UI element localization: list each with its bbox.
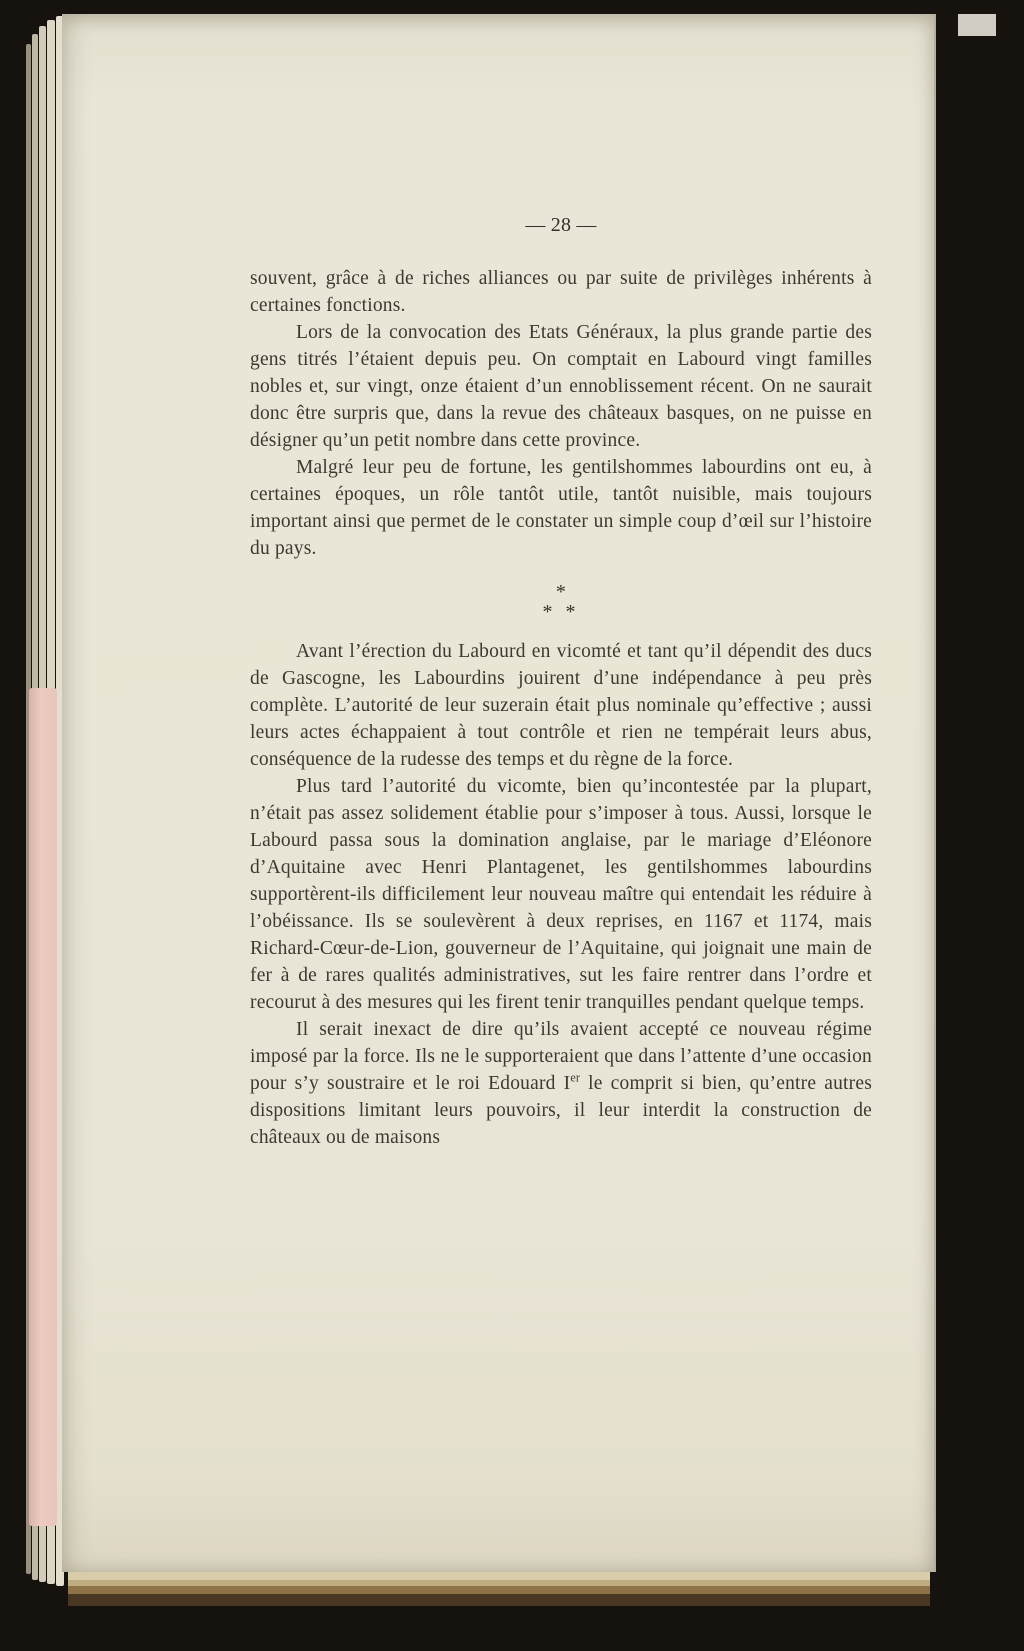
ordinal-superscript: er <box>570 1070 581 1085</box>
underlying-page-edge <box>29 688 57 1526</box>
paragraph-text: Il serait inexact de dire qu’ils avaient accepté ce nouveau régime imposé par la force. Ils ne le supporteraient que dans l’attente d’une occasion pour s’y soustraire et le roi Edouard I <box>250 1019 872 1094</box>
paragraph <box>250 1016 872 1151</box>
paragraph: Plus tard l’autorité du vicomte, bien qu’incontestée par la plupart, n’était pas assez solidement établie pour s’imposer à tous. Aussi, lorsque le Labourd passa sous la domination anglaise, par le mariage d’Eléonore d’Aquitaine avec Henri Plantagenet, les gentilshommes labourdins supportèrent-ils difficilement leur nouveau maître qui entendait les réduire à l’obéissance. Ils se soulevèrent à deux reprises, en 1167 et 1174, mais Richard-Cœur-de-Lion, gouverneur de l’Aquitaine, qui joignait une main de fer à de rares qualités administratives, sut les faire rentrer dans l’ordre et recourut à des mesures qui les firent tenir tranquilles pendant quelque temps. <box>250 776 872 1013</box>
bottom-page-stack-edge <box>68 1586 930 1594</box>
section-separator <box>250 582 872 622</box>
paragraph: Malgré leur peu de fortune, les gentilshommes labourdins ont eu, à certaines époques, un rôle tantôt utile, tantôt nuisible, mais toujours important ainsi que permet de le constater un simple coup d’œil sur l’histoire du pays. <box>250 457 872 559</box>
page-corner-highlight <box>958 14 996 36</box>
paragraph: Avant l’érection du Labourd en vicomté et tant qu’il dépendit des ducs de Gascogne, les Labourdins jouirent d’une indépendance à peu près complète. L’autorité de leur suzerain était plus nominale qu’effective ; aussi leurs actes échappaient à tout contrôle et rien ne tempérait leurs abus, conséquence de la rudesse des temps et du règne de la force. <box>250 641 872 770</box>
separator-asterisk-top: * <box>555 581 567 603</box>
page-text-block <box>250 212 872 1151</box>
paragraph: souvent, grâce à de riches alliances ou par suite de privilèges inhérents à certaines fonctions. <box>250 268 872 316</box>
bottom-page-stack-edge <box>68 1594 930 1606</box>
bottom-page-stack-edge <box>68 1572 930 1580</box>
separator-asterisks-bottom: * * <box>542 601 580 623</box>
page-number: — 28 — <box>525 214 597 236</box>
paragraph-text: le comprit si bien, qu’entre autres dispositions limitant leurs pouvoirs, il leur interdit la construction de châteaux ou de maisons <box>250 1073 873 1148</box>
book-page <box>62 14 936 1572</box>
paragraph: Lors de la convocation des Etats Généraux, la plus grande partie des gens titrés l’étaient depuis peu. On comptait en Labourd vingt familles nobles et, sur vingt, onze étaient d’un ennoblissement récent. On ne saurait donc être surpris que, dans la revue des châteaux basques, on ne puisse en désigner qu’un petit nombre dans cette province. <box>250 322 872 451</box>
